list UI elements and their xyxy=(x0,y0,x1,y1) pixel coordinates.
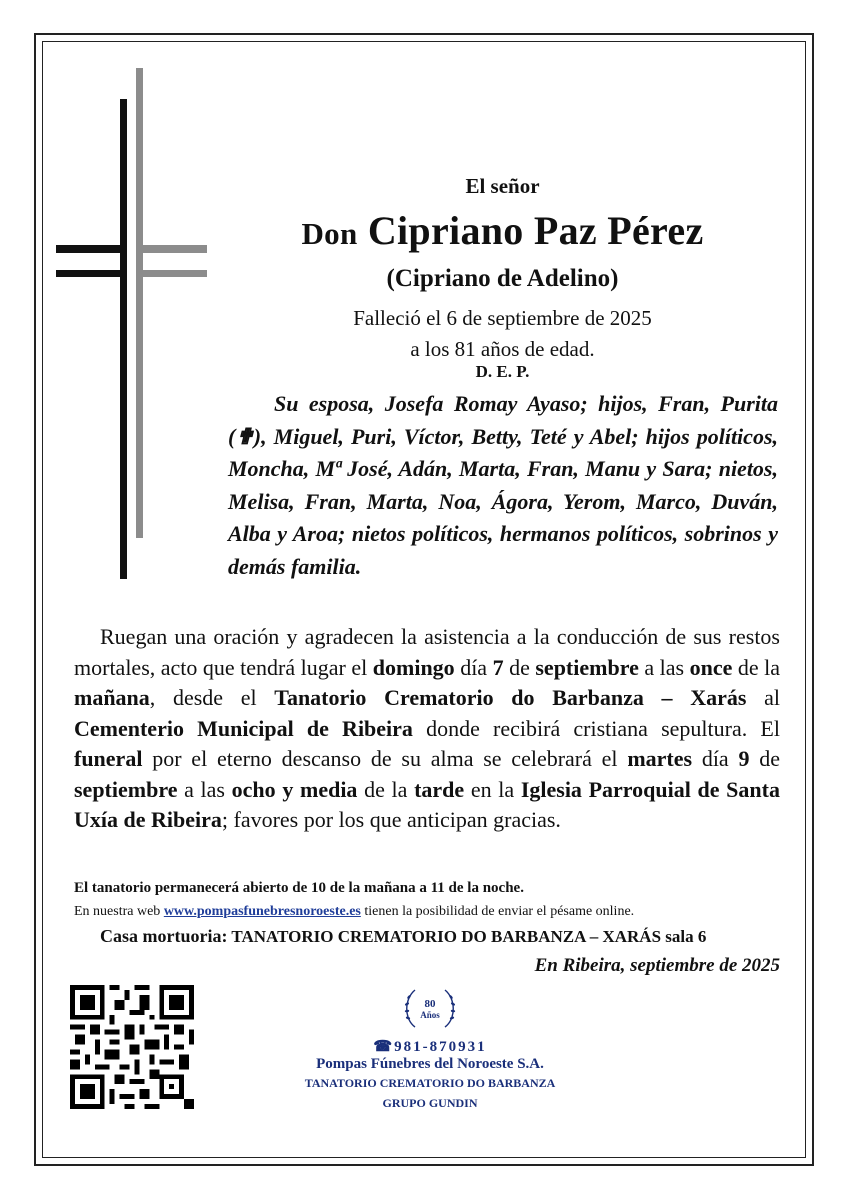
body-text: a las xyxy=(638,654,690,680)
phone-number: 981-870931 xyxy=(394,1039,487,1055)
body-text: en la xyxy=(464,776,521,802)
body-bold: funeral xyxy=(74,746,143,771)
opening-hours: El tanatorio permanecerá abierto de 10 de la mañana a 11 de la noche. xyxy=(74,880,524,896)
body-text: de la xyxy=(357,776,415,802)
web-suffix: tienen la posibilidad de enviar el pésame online. xyxy=(360,904,635,919)
body-bold: martes xyxy=(627,746,693,771)
family-text-1: ; hijos, Fran, Purita ( xyxy=(228,391,778,449)
body-text: a las xyxy=(177,776,232,802)
website-link[interactable]: www.pompasfunebresnoroeste.es xyxy=(163,904,361,919)
body-text: de xyxy=(503,654,536,680)
family-spouse: Su esposa, Josefa Romay Ayaso xyxy=(274,391,581,416)
alias-text: (Cipriano de Adelino) xyxy=(386,265,619,292)
body-bold: 7 xyxy=(492,654,504,680)
rip-text: D. E. P. xyxy=(475,362,530,381)
body-bold: once xyxy=(689,654,733,680)
deceased-cross-icon: ✟ xyxy=(235,423,254,449)
body-text: día xyxy=(454,654,493,680)
body-text: por el eterno descanso de su alma se celebrará el xyxy=(142,746,628,771)
body-bold: Iglesia Parroquial de Santa Uxía de Ribeira xyxy=(74,776,780,832)
body-bold: Tanatorio Crematorio do Barbanza – Xarás xyxy=(274,685,747,710)
phone-icon: ☎ xyxy=(373,1039,395,1055)
age-text: a los 81 años de edad. xyxy=(410,337,595,361)
body-text: , desde el xyxy=(149,685,275,710)
body-bold: domingo xyxy=(372,654,455,680)
name-text: Cipriano Paz Pérez xyxy=(367,208,704,253)
ceremony-paragraph xyxy=(74,622,780,836)
body-bold: tarde xyxy=(414,776,465,802)
badge-text: Años xyxy=(420,1010,440,1020)
group-name: GRUPO GUNDIN xyxy=(382,1096,478,1110)
body-text: de xyxy=(749,746,780,771)
body-text: al xyxy=(746,685,781,710)
body-bold: septiembre xyxy=(74,776,178,802)
anniversary-badge-icon xyxy=(398,985,462,1033)
body-bold: mañana xyxy=(74,685,150,710)
badge-number: 80 xyxy=(424,998,436,1010)
body-bold: ocho y media xyxy=(231,776,358,802)
web-prefix: En nuestra web xyxy=(74,904,164,919)
web-note xyxy=(74,904,634,920)
body-bold: Cementerio Municipal de Ribeira xyxy=(74,715,413,741)
company-name: Pompas Fúnebres del Noroeste S.A. xyxy=(316,1056,544,1072)
mortuary-line xyxy=(100,926,706,947)
place-date: En Ribeira, septiembre de 2025 xyxy=(534,955,780,976)
body-text: día xyxy=(692,746,739,771)
body-text: Ruegan una oración y agradecen la asistencia a la conducción de sus restos mortales, acto que tendrá lugar el xyxy=(74,624,780,680)
family-text-2: ), Miguel, Puri, Víctor, Betty, Teté y Abel; hijos políticos, Moncha, Mª José, Adán, Marta, Fran, Manu y Sara; nietos, Melisa, Fran, Marta, Noa, Ágora, Yerom, Marco, Duván, Alba y Aroa; nietos políticos, hermanos políticos, sobrinos y demás familia. xyxy=(228,423,778,579)
body-text: ; favores por los que anticipan gracias. xyxy=(221,807,561,832)
mortuary-value: TANATORIO CREMATORIO DO BARBANZA – XARÁS sala 6 xyxy=(227,927,707,946)
deceased-name xyxy=(230,207,775,254)
family-paragraph xyxy=(228,388,778,583)
crematorium-name: TANATORIO CREMATORIO DO BARBANZA xyxy=(304,1076,556,1090)
body-bold: septiembre xyxy=(535,654,639,680)
title-don: Don xyxy=(301,216,358,251)
death-date: Falleció el 6 de septiembre de 2025 xyxy=(353,306,652,330)
body-text: donde recibirá cristiana sepultura. El xyxy=(412,715,780,741)
phone-line xyxy=(250,1037,610,1056)
body-bold: 9 xyxy=(738,746,750,771)
lead-text: El señor xyxy=(465,174,540,198)
mortuary-label: Casa mortuoria: xyxy=(100,926,228,946)
body-text: de la xyxy=(732,654,781,680)
qr-code-icon xyxy=(70,985,194,1109)
